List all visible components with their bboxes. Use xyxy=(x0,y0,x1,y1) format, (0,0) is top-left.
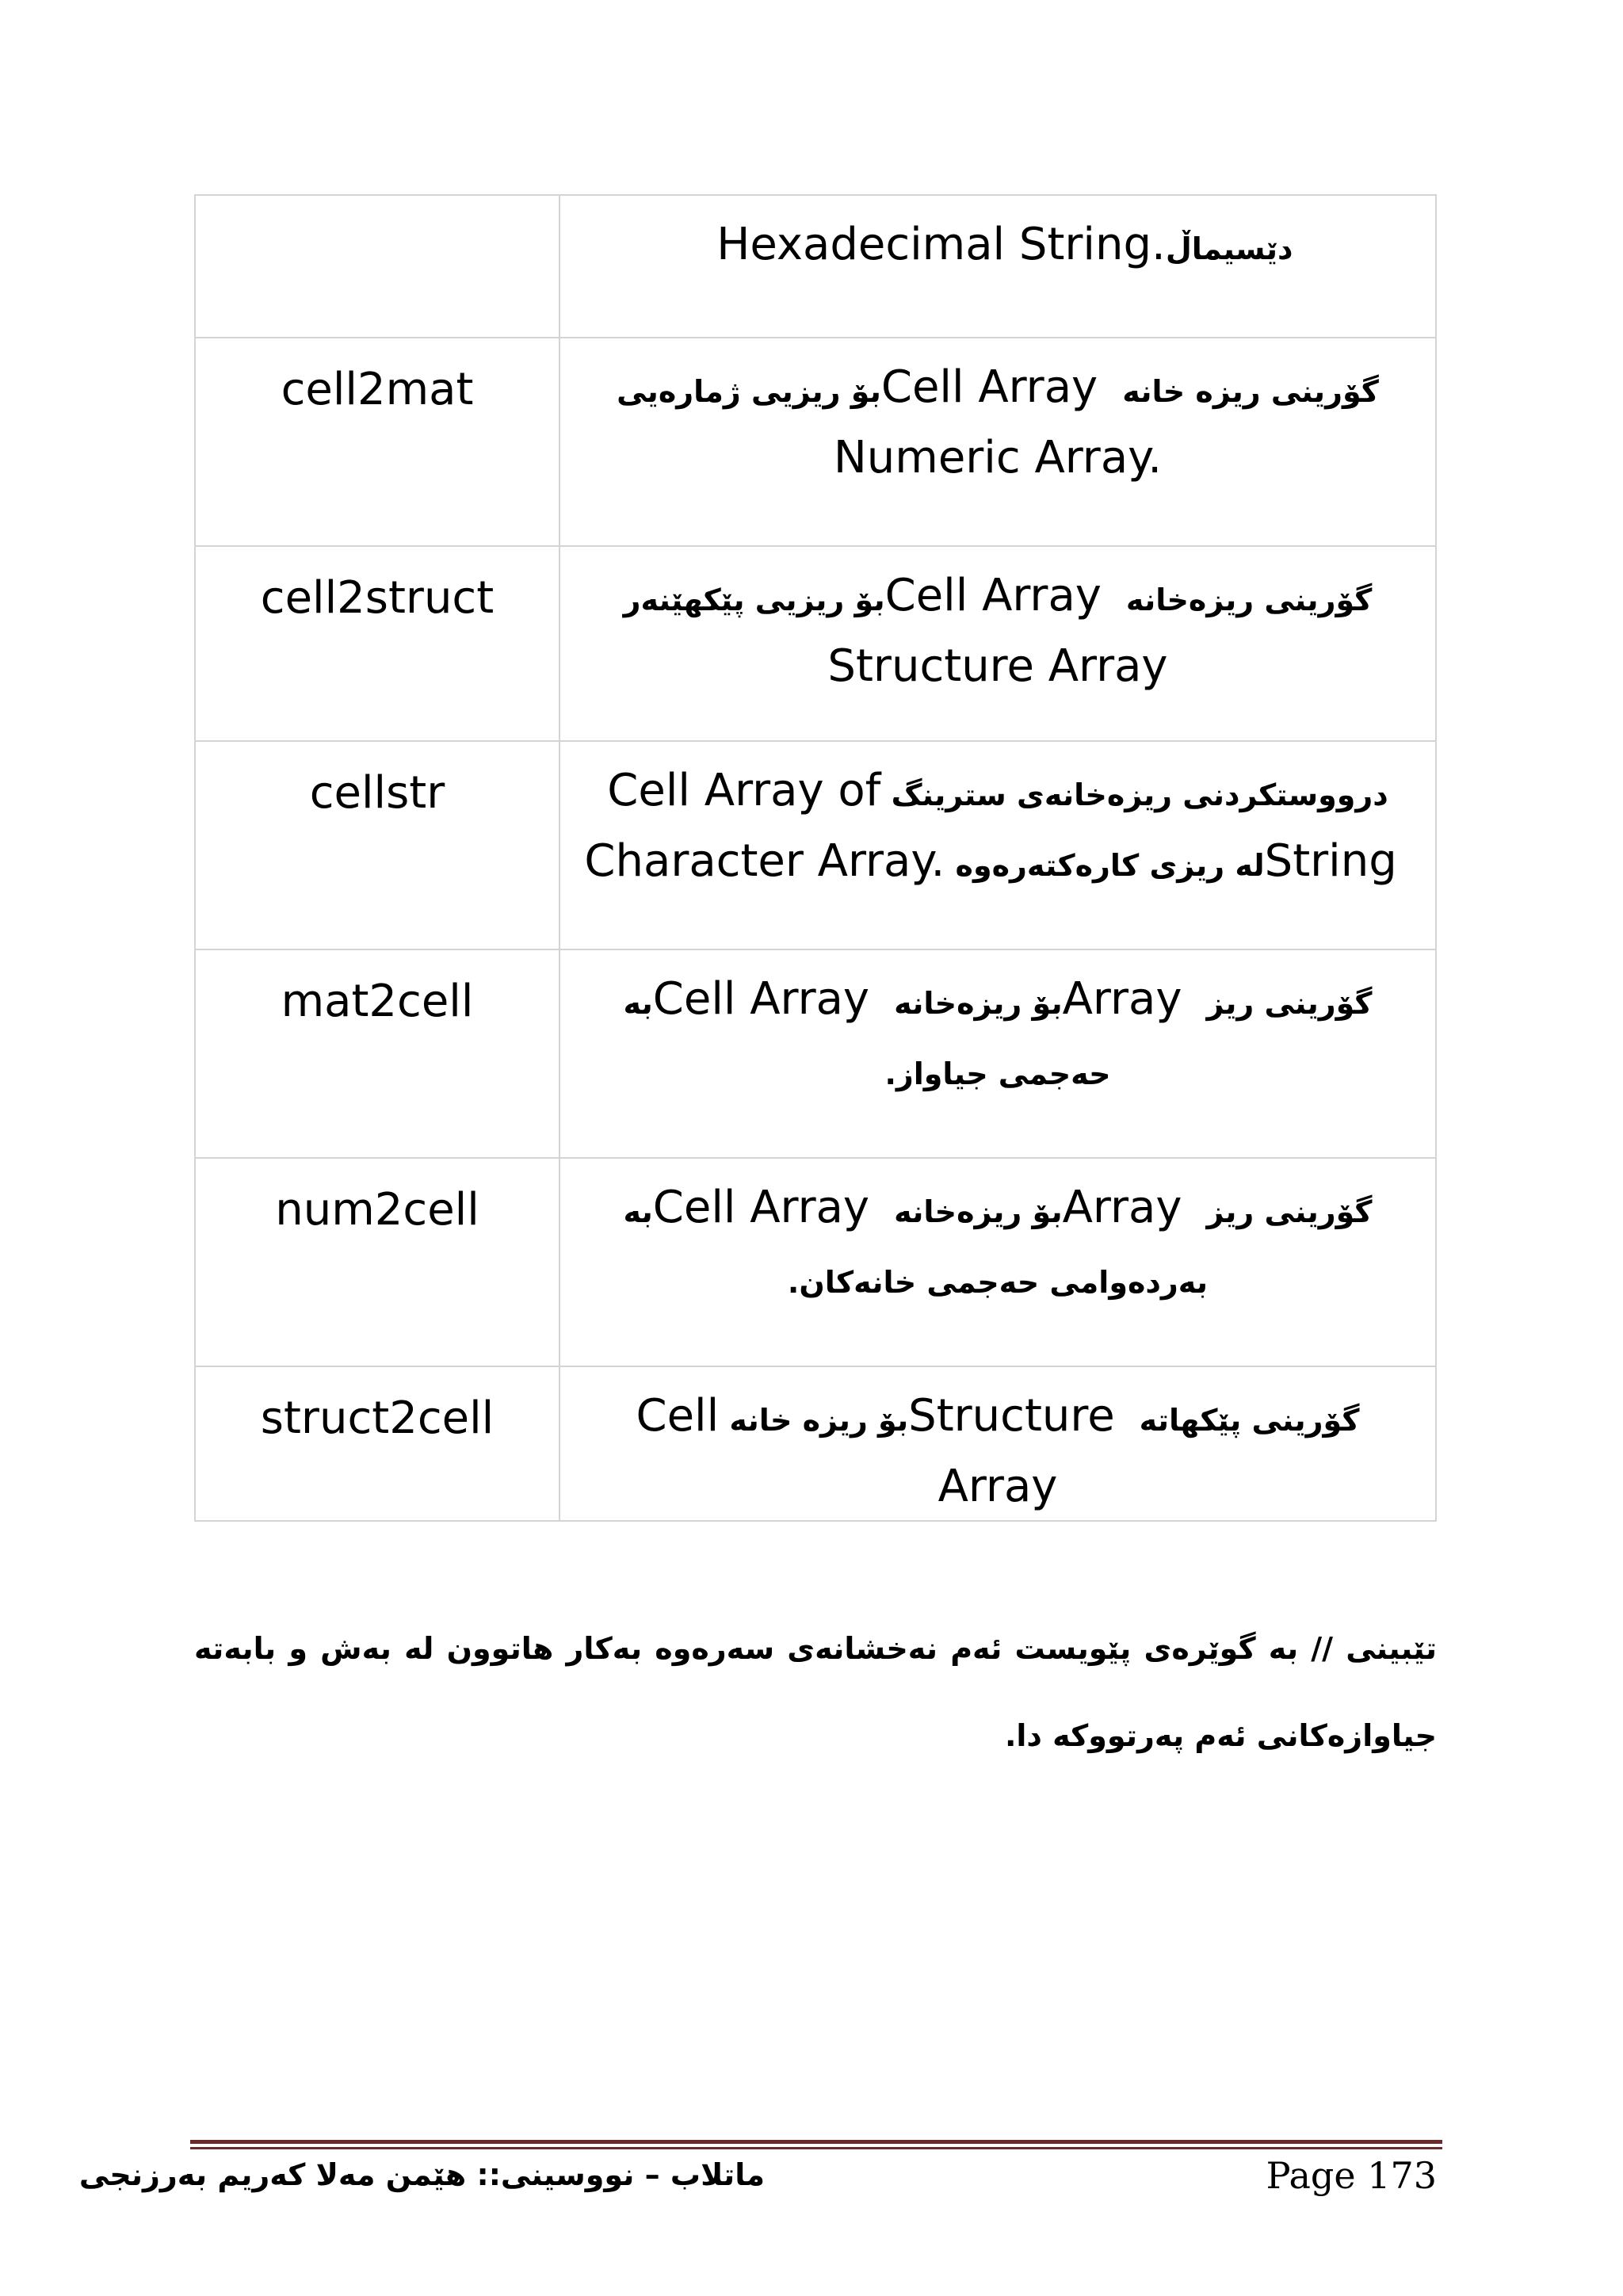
description-text: دێسیماڵ xyxy=(1165,231,1293,266)
description-cell xyxy=(559,338,1436,546)
description-term: Cell Array of String xyxy=(607,765,1411,887)
description-term: Numeric Array. xyxy=(833,432,1163,483)
description-text: درووستکردنی ریزەخانەی سترینگ xyxy=(880,777,1388,812)
function-name-cell: cell2mat xyxy=(195,338,559,546)
description-term: Structure Array xyxy=(827,640,1168,692)
description-term: Hexadecimal String. xyxy=(702,219,1166,270)
table-row xyxy=(195,1158,1436,1366)
page-number: Page 173 xyxy=(1266,2154,1437,2197)
table-row xyxy=(195,949,1436,1158)
description-text: بۆ ریزەخانە xyxy=(883,1194,1063,1229)
description-term: Character Array. xyxy=(584,835,945,887)
description-term: Structure xyxy=(908,1390,1129,1442)
description-term: Cell Array xyxy=(652,1182,884,1233)
footer-rule-thin xyxy=(190,2147,1442,2149)
description-text: بە حەجمی جیاواز. xyxy=(623,986,1111,1091)
description-cell xyxy=(559,546,1436,741)
description-text: بە بەردەوامی حەجمی خانەکان. xyxy=(623,1194,1209,1300)
description-text: گۆرینی پێکهاتە xyxy=(1128,1403,1360,1438)
description-term: Cell Array xyxy=(880,361,1112,413)
description-text: بۆ ریزە خانە xyxy=(719,1403,909,1438)
function-name-cell xyxy=(195,195,559,338)
description-text: بۆ ریزەخانە xyxy=(883,986,1063,1021)
description-cell xyxy=(559,195,1436,338)
description-text: بۆ ریزیی ژمارەیی xyxy=(617,374,881,409)
description-term: Array xyxy=(1062,973,1197,1025)
description-text: گۆرینی ریز xyxy=(1196,986,1373,1021)
table-row xyxy=(195,546,1436,741)
function-name-cell: cellstr xyxy=(195,741,559,949)
function-name-cell: struct2cell xyxy=(195,1366,559,1521)
description-term: Cell Array xyxy=(884,570,1116,621)
function-name-cell: mat2cell xyxy=(195,949,559,1158)
functions-table xyxy=(194,194,1437,1522)
description-cell xyxy=(559,1158,1436,1366)
description-text: لە ریزی کارەکتەرەوە xyxy=(945,848,1265,883)
description-text: گۆرینی ریز xyxy=(1196,1194,1373,1229)
function-name-cell: cell2struct xyxy=(195,546,559,741)
description-text: گۆرینی ریزە خانە xyxy=(1111,374,1379,409)
description-cell xyxy=(559,741,1436,949)
footer-rule-thick xyxy=(190,2140,1442,2144)
description-text: بۆ ریزیی پێکهێنەر xyxy=(623,583,885,617)
table-row xyxy=(195,1366,1436,1521)
table-row xyxy=(195,338,1436,546)
function-name-cell: num2cell xyxy=(195,1158,559,1366)
description-term: Cell Array xyxy=(652,973,884,1025)
description-cell xyxy=(559,949,1436,1158)
note-paragraph: تێبینی // بە گوێرەی پێویست ئەم نەخشانەی سەرەوە بەکار هاتوون لە بەش و بابەتە جیاوازەکانی ئەم پەرتووکە دا. xyxy=(194,1631,1437,1753)
table-row xyxy=(195,195,1436,338)
table-body xyxy=(195,195,1436,1521)
description-term: Cell Array xyxy=(636,1390,1058,1512)
footer-author: ماتلاب – نووسینی:: هێمن مەلا کەریم بەرزنجی xyxy=(78,2157,765,2192)
description-term: Array xyxy=(1062,1182,1197,1233)
table-row xyxy=(195,741,1436,949)
description-text: گۆرینی ریزەخانە xyxy=(1115,583,1373,617)
description-cell xyxy=(559,1366,1436,1521)
